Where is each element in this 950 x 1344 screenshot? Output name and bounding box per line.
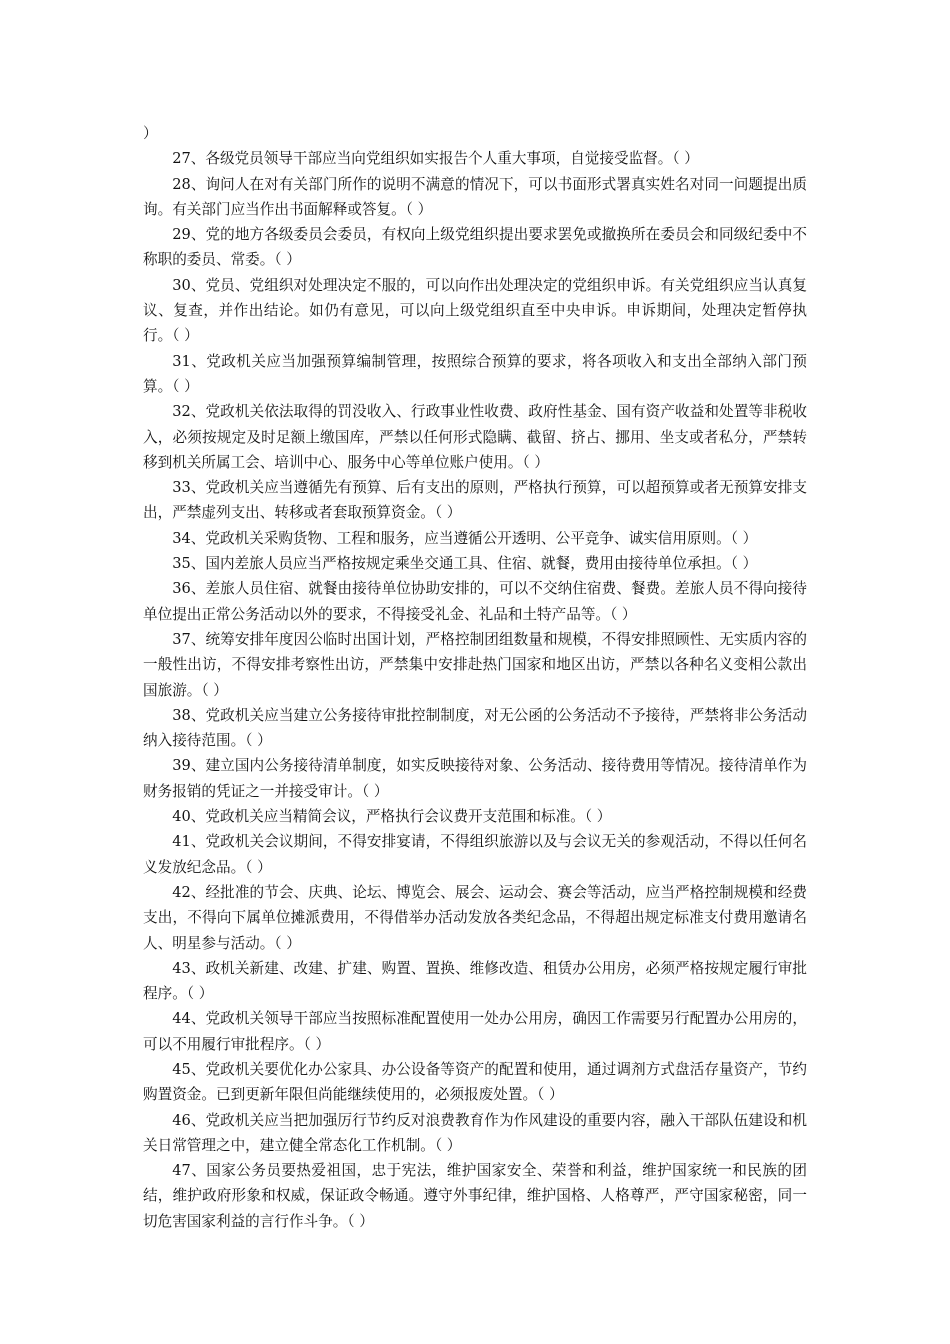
list-item: 31、党政机关应当加强预算编制管理，按照综合预算的要求，将各项收入和支出全部纳入部门预算。（ ） [143, 352, 807, 395]
list-item: 32、党政机关依法取得的罚没收入、行政事业性收费、政府性基金、国有资产收益和处置等非税收入，必须按规定及时足额上缴国库，严禁以任何形式隐瞒、截留、挤占、挪用、坐支或者私分，严禁转移到机关所属工会、培训中心、服务中心等单位账户使用。（ ） [143, 403, 807, 471]
list-item: 47、国家公务员要热爱祖国，忠于宪法，维护国家安全、荣誉和利益，维护国家统一和民族的团结，维护政府形象和权威，保证政令畅通。遵守外事纪律，维护国格、人格尊严，严守国家秘密，同一切危害国家利益的言行作斗争。（ ） [143, 1162, 807, 1230]
list-item: 44、党政机关领导干部应当按照标准配置使用一处办公用房，确因工作需要另行配置办公用房的，可以不用履行审批程序。（ ） [143, 1010, 807, 1053]
list-item: 33、党政机关应当遵循先有预算、后有支出的原则，严格执行预算，可以超预算或者无预算安排支出，严禁虚列支出、转移或者套取预算资金。（ ） [143, 479, 807, 522]
list-item: 30、党员、党组织对处理决定不服的，可以向作出处理决定的党组织申诉。有关党组织应当认真复议、复查，并作出结论。如仍有意见，可以向上级党组织直至中央申诉。申诉期间，处理决定暂停执行。（ ） [143, 276, 807, 345]
list-item: 34、党政机关采购货物、工程和服务，应当遵循公开透明、公平竞争、诚实信用原则。（ ） [172, 529, 758, 547]
list-item: 39、建立国内公务接待清单制度，如实反映接待对象、公务活动、接待费用等情况。接待清单作为财务报销的凭证之一并接受审计。（ ） [143, 757, 807, 800]
list-item: 45、党政机关要优化办公家具、办公设备等资产的配置和使用，通过调剂方式盘活存量资产，节约购置资金。已到更新年限但尚能继续使用的，必须报废处置。（ ） [143, 1060, 807, 1104]
list-item: 37、统筹安排年度因公临时出国计划，严格控制团组数量和规模，不得安排照顾性、无实质内容的一般性出访，不得安排考察性出访，严禁集中安排赴热门国家和地区出访，严禁以各种名义变相公款出国旅游。（ ） [143, 630, 807, 699]
list-item: 36、差旅人员住宿、就餐由接待单位协助安排的，可以不交纳住宿费、餐费。差旅人员不得向接待单位提出正常公务活动以外的要求，不得接受礼金、礼品和土特产品等。（ ） [143, 580, 807, 623]
list-item: 40、党政机关应当精简会议，严格执行会议费开支范围和标准。（ ） [172, 808, 612, 826]
list-item: 27、各级党员领导干部应当向党组织如实报告个人重大事项，自觉接受监督。（ ） [172, 150, 699, 168]
list-item: 43、政机关新建、改建、扩建、购置、置换、维修改造、租赁办公用房，必须严格按规定履行审批程序。（ ） [143, 959, 807, 1003]
list-item: 29、党的地方各级委员会委员，有权向上级党组织提出要求罢免或撤换所在委员会和同级纪委中不称职的委员、常委。（ ） [143, 226, 807, 269]
continued-text: ） [143, 125, 158, 142]
question-list [143, 146, 807, 1234]
list-item: 38、党政机关应当建立公务接待审批控制制度，对无公函的公务活动不予接待，严禁将非公务活动纳入接待范围。（ ） [143, 706, 807, 750]
list-item: 41、党政机关会议期间，不得安排宴请，不得组织旅游以及与会议无关的参观活动，不得以任何名义发放纪念品。（ ） [143, 833, 807, 876]
list-item: 35、国内差旅人员应当严格按规定乘坐交通工具、住宿、就餐，费用由接待单位承担。（ ） [172, 555, 758, 573]
list-item: 46、党政机关应当把加强厉行节约反对浪费教育作为作风建设的重要内容，融入干部队伍建设和机关日常管理之中，建立健全常态化工作机制。（ ） [143, 1111, 807, 1154]
list-item: 28、询问人在对有关部门所作的说明不满意的情况下，可以书面形式署真实姓名对同一问题提出质询。有关部门应当作出书面解释或答复。（ ） [143, 175, 807, 218]
list-item: 42、经批准的节会、庆典、论坛、博览会、展会、运动会、赛会等活动，应当严格控制规模和经费支出，不得向下属单位摊派费用，不得借举办活动发放各类纪念品，不得超出规定标准支付费用邀请名人、明星参与活动。（ ） [143, 883, 807, 952]
